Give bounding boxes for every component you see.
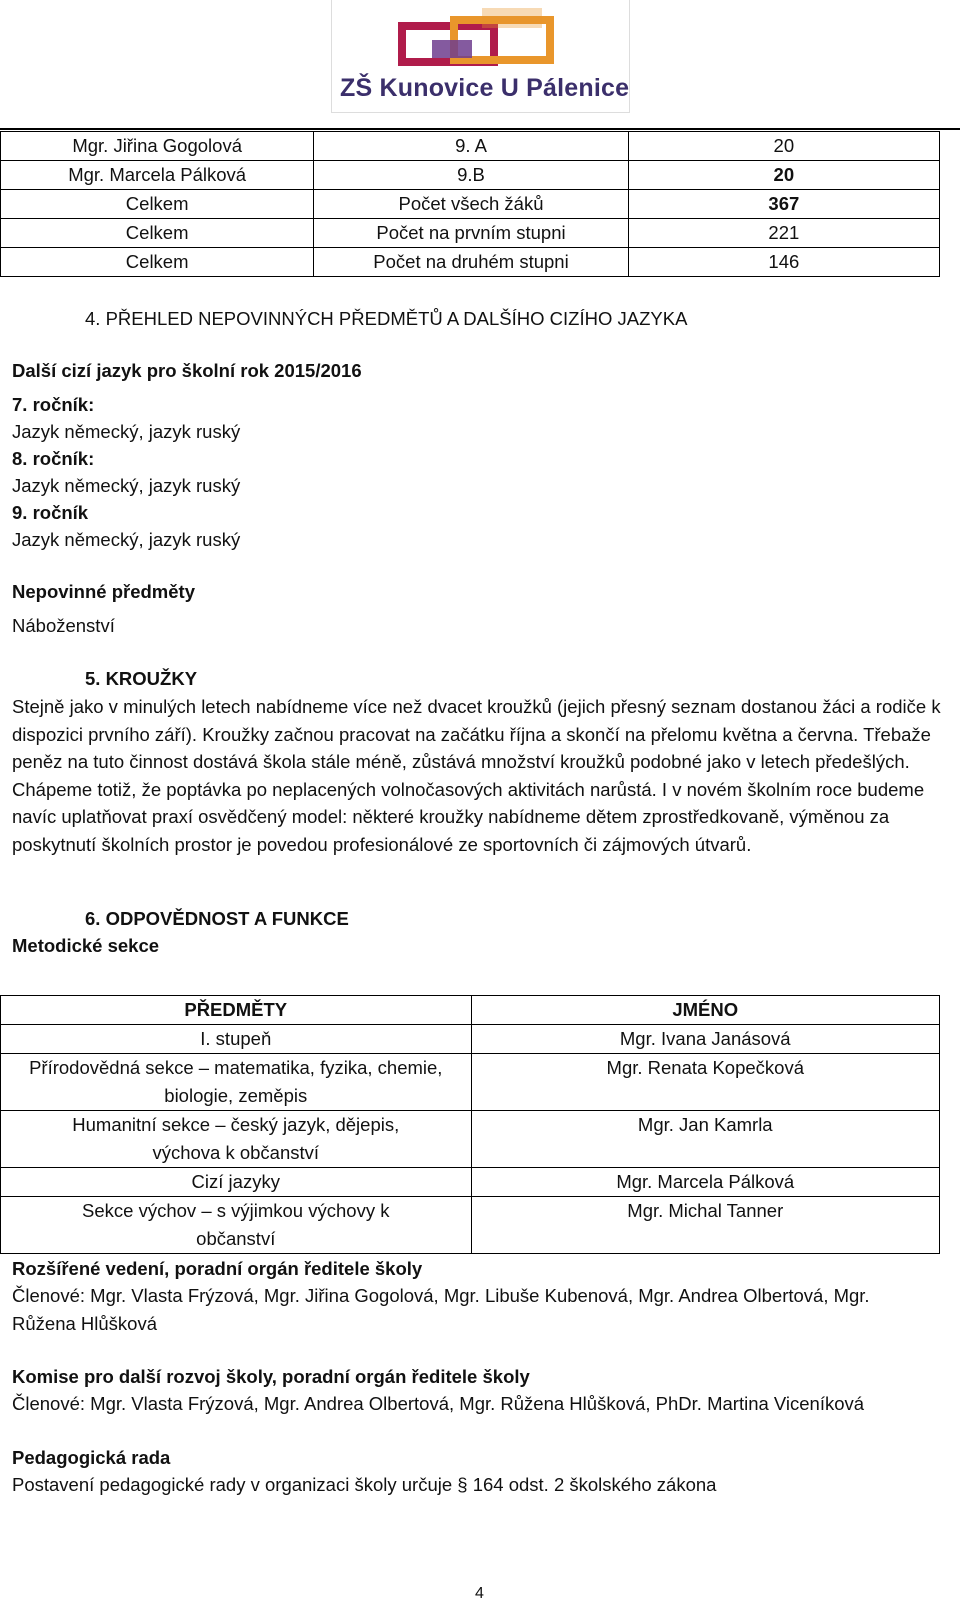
table-cell: 367	[628, 190, 939, 219]
school-logo	[331, 0, 630, 113]
table-row	[1, 1025, 940, 1054]
table-row	[1, 248, 940, 277]
extended-management-heading: Rozšířené vedení, poradní orgán ředitele školy	[12, 1258, 423, 1279]
class-count-table	[0, 131, 940, 277]
page-number: 4	[475, 1585, 484, 1602]
table-row	[1, 190, 940, 219]
table-cell: Mgr. Renata Kopečková	[471, 1054, 939, 1111]
table-cell: 20	[628, 132, 939, 161]
table-cell: I. stupeň	[1, 1025, 472, 1054]
logo-frames-icon	[332, 0, 631, 75]
table-header-cell: PŘEDMĚTY	[1, 996, 472, 1025]
pedagogical-council-heading: Pedagogická rada	[12, 1447, 171, 1468]
table-row	[1, 219, 940, 248]
table-cell: Celkem	[1, 190, 314, 219]
table-row	[1, 161, 940, 190]
pedagogical-council-text: Postavení pedagogické rady v organizaci školy určuje § 164 odst. 2 školského zákona	[12, 1474, 717, 1495]
extended-management-members: Členové: Mgr. Vlasta Frýzová, Mgr. Jiřina Gogolová, Mgr. Libuše Kubenová, Mgr. Andrea Olbertová, Mgr. Růžena Hlůšková	[12, 1285, 870, 1334]
table-cell: Humanitní sekce – český jazyk, dějepis, výchova k občanství	[1, 1111, 472, 1168]
table-cell: Počet na druhém stupni	[314, 248, 628, 277]
table-cell: 20	[628, 161, 939, 190]
optional-subjects-heading: Nepovinné předměty	[12, 581, 195, 602]
table-row	[1, 1111, 940, 1168]
development-committee-members: Členové: Mgr. Vlasta Frýzová, Mgr. Andrea Olbertová, Mgr. Růžena Hlůšková, PhDr. Martina Viceníková	[12, 1393, 865, 1414]
table-cell: Mgr. Jiřina Gogolová	[1, 132, 314, 161]
table-row	[1, 132, 940, 161]
table-cell: Mgr. Marcela Pálková	[1, 161, 314, 190]
table-cell: 9. A	[314, 132, 628, 161]
logo-text: ZŠ Kunovice U Pálenice	[340, 74, 630, 102]
table-cell: Sekce výchov – s výjimkou výchovy k občanství	[1, 1197, 472, 1254]
grade-languages: Jazyk německý, jazyk ruský	[12, 475, 241, 496]
table-row	[1, 1168, 940, 1197]
table-header-row	[1, 996, 940, 1025]
grade-label: 9. ročník	[12, 502, 89, 523]
table-header-cell: JMÉNO	[471, 996, 939, 1025]
table-cell: Počet na prvním stupni	[314, 219, 628, 248]
grade-label: 7. ročník:	[12, 394, 95, 415]
header-rule	[0, 128, 960, 130]
section-4-subheading: Další cizí jazyk pro školní rok 2015/2016	[12, 360, 362, 381]
table-cell: 146	[628, 248, 939, 277]
table-row	[1, 1197, 940, 1254]
section-6-subheading: Metodické sekce	[12, 935, 160, 956]
development-committee-heading: Komise pro další rozvoj školy, poradní orgán ředitele školy	[12, 1366, 530, 1387]
optional-subject-item: Náboženství	[12, 615, 115, 636]
table-cell: Mgr. Marcela Pálková	[471, 1168, 939, 1197]
table-cell: Počet všech žáků	[314, 190, 628, 219]
section-5-paragraph: Stejně jako v minulých letech nabídneme více než dvacet kroužků (jejich přesný seznam dostanou žáci a rodiče k dispozici prvního září). Kroužky začnou pracovat na začátku října a skončí na přelomu května a června. Třebaže peněz na tuto činnost dostává škola stále méně, zůstává množství kroužků podobné jako v letech předešlých. Chápeme totiž, že poptávka po neplacených volnočasových aktivitách narůstá. I v novém školním roce budeme navíc uplatňovat praxí osvědčený model: některé kroužky nabídneme dětem zprostředkovaně, výměnou za poskytnutí školních prostor je povedou profesionálové ze sportovních či zájmových útvarů.	[12, 696, 941, 855]
table-cell: Mgr. Michal Tanner	[471, 1197, 939, 1254]
grade-languages: Jazyk německý, jazyk ruský	[12, 529, 241, 550]
section-5-heading: 5. KROUŽKY	[85, 668, 198, 689]
section-4-heading: 4. PŘEHLED NEPOVINNÝCH PŘEDMĚTŮ A DALŠÍHO CIZÍHO JAZYKA	[85, 308, 688, 329]
table-cell: 9.B	[314, 161, 628, 190]
grade-languages: Jazyk německý, jazyk ruský	[12, 421, 241, 442]
table-cell: Mgr. Jan Kamrla	[471, 1111, 939, 1168]
table-cell: 221	[628, 219, 939, 248]
section-6-heading: 6. ODPOVĚDNOST A FUNKCE	[85, 908, 349, 929]
table-cell: Celkem	[1, 248, 314, 277]
methodical-sections-table	[0, 995, 940, 1254]
grade-label: 8. ročník:	[12, 448, 95, 469]
table-cell: Mgr. Ivana Janásová	[471, 1025, 939, 1054]
table-row	[1, 1054, 940, 1111]
table-cell: Celkem	[1, 219, 314, 248]
table-cell: Cizí jazyky	[1, 1168, 472, 1197]
table-cell: Přírodovědná sekce – matematika, fyzika, chemie, biologie, zeměpis	[1, 1054, 472, 1111]
